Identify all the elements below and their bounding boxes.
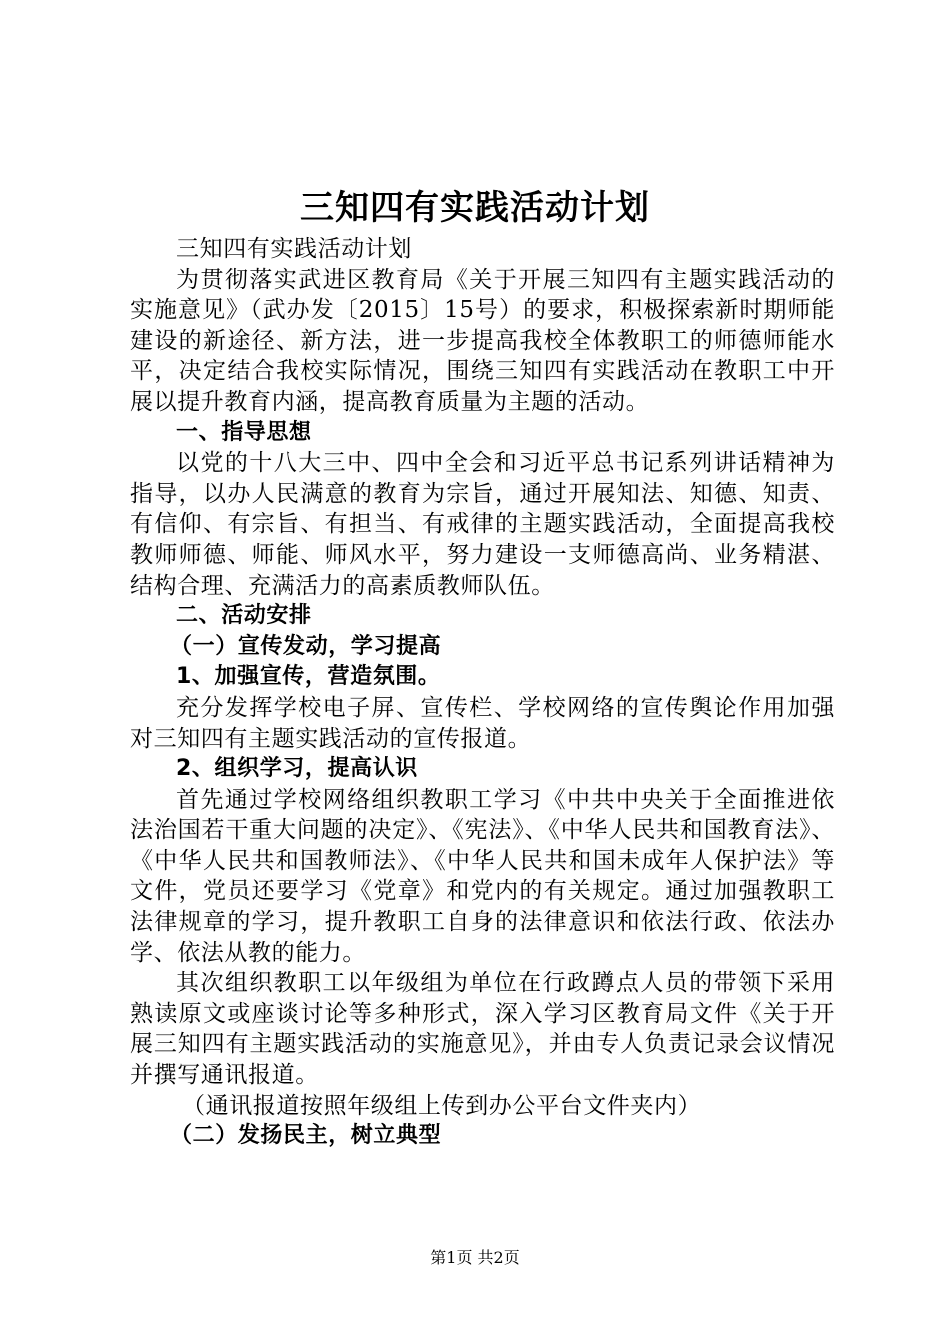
heading-activity-arrangement: 二、活动安排 [176,603,312,629]
heading-organize-study: 2、组织学习，提高认识 [176,756,418,782]
subheading-publicity: （一）宣传发动，学习提高 [170,633,442,659]
paragraph-subtitle: 三知四有实践活动计划 [176,236,412,262]
document-body [130,234,835,1152]
paragraph-note: （通讯报道按照年级组上传到办公平台文件夹内） [182,1092,702,1119]
paragraph-publicity: 充分发挥学校电子屏、宣传栏、学校网络的宣传舆论作用加强对三知四有主题实践活动的宣传报道。 [130,694,835,752]
heading-guiding-thought: 一、指导思想 [176,419,312,445]
page-footer: 第1页 共2页 [430,1248,520,1267]
paragraph-guiding-thought: 以党的十八大三中、四中全会和习近平总书记系列讲话精神为指导，以办人民满意的教育为宗旨，通过开展知法、知德、知责、有信仰、有宗旨、有担当、有戒律的主题实践活动，全面提高我校教师师德、师能、师风水平，努力建设一支师德高尚、业务精湛、结构合理、充满活力的高素质教师队伍。 [130,450,835,599]
subheading-democracy: （二）发扬民主，树立典型 [170,1123,442,1149]
paragraph-study-first: 首先通过学校网络组织教职工学习《中共中央关于全面推进依法治国若干重大问题的决定》、《宪法》、《中华人民共和国教育法》、《中华人民共和国教师法》、《中华人民共和国未成年人保护法》等文件，党员还要学习《党章》和党内的有关规定。通过加强教职工法律规章的学习，提升教职工自身的法律意识和依法行政、依法办学、依法从教的能力。 [130,786,835,966]
paragraph-intro: 为贯彻落实武进区教育局《关于开展三知四有主题实践活动的实施意见》（武办发〔2015〕15号）的要求，积极探索新时期师能建设的新途径、新方法，进一步提高我校全体教职工的师德师能水平，决定结合我校实际情况，围绕三知四有实践活动在教职工中开展以提升教育内涵，提高教育质量为主题的活动。 [130,266,835,415]
paragraph-study-second: 其次组织教职工以年级组为单位在行政蹲点人员的带领下采用熟读原文或座谈讨论等多种形式，深入学习区教育局文件《关于开展三知四有主题实践活动的实施意见》，并由专人负责记录会议情况并撰写通讯报道。 [130,970,835,1089]
document-title: 三知四有实践活动计划 [300,188,650,228]
heading-strengthen-publicity: 1、加强宣传，营造氛围。 [176,664,441,690]
